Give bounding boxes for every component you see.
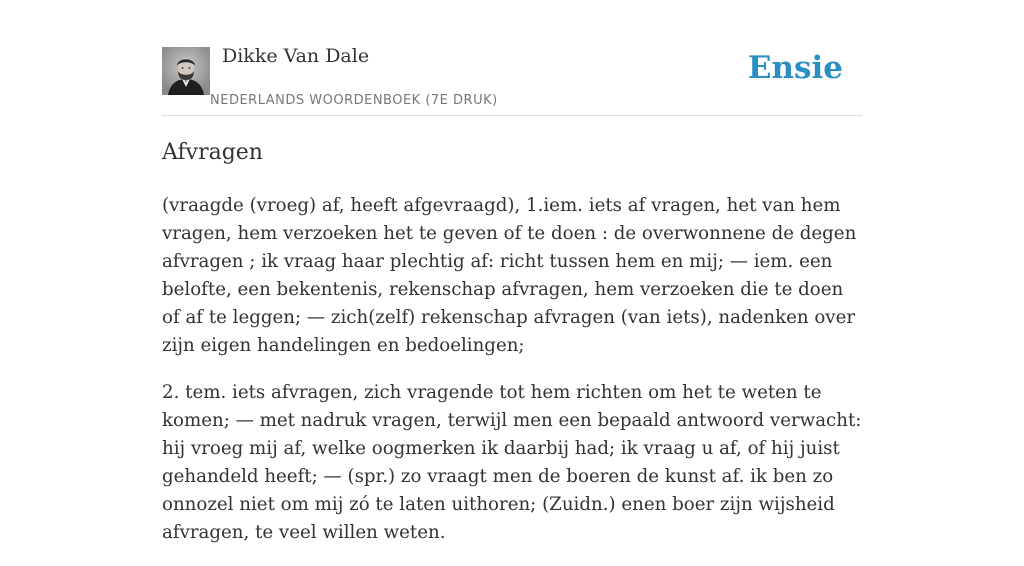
ensie-logo[interactable]: Ensie (747, 50, 843, 86)
portrait-icon (162, 47, 210, 95)
author-avatar[interactable] (162, 47, 210, 95)
entry-card (162, 0, 862, 543)
definition-paragraph: 2. tem. iets afvragen, zich vragende tot hem richten om het te weten te komen; — met nadruk vragen, terwijl men een bepaald antwoord verwacht: hij vroeg mij af, welke oogmerken ik daarbij had; ik vraag u af, of hij juist gehandeld heeft; — (spr.) zo vraagt men de boeren de kunst af. ik ben zo onnozel niet om mij zó te laten uithoren; (Zuidn.) enen boer zijn wijsheid afvragen, te veel willen weten. (162, 382, 862, 543)
source-label: NEDERLANDS WOORDENBOEK (7E DRUK) (210, 93, 498, 108)
entry-header (162, 0, 862, 116)
definition-paragraph: (vraagde (vroeg) af, heeft afgevraagd), 1.iem. iets af vragen, het van hem vragen, hem verzoeken het te geven of te doen : de overwonnene de degen afvragen ; ik vraag haar plechtig af: richt tussen hem en mij; — iem. een belofte, een bekentenis, rekenschap afvragen, hem verzoeken die te doen of af te leggen; — zich(zelf) rekenschap afvragen (van iets), nadenken over zijn eigen handelingen en bedoelingen; (162, 195, 857, 356)
entry-title: Afvragen (162, 140, 263, 165)
entry-definition (162, 192, 862, 566)
author-name[interactable]: Dikke Van Dale (222, 45, 370, 67)
